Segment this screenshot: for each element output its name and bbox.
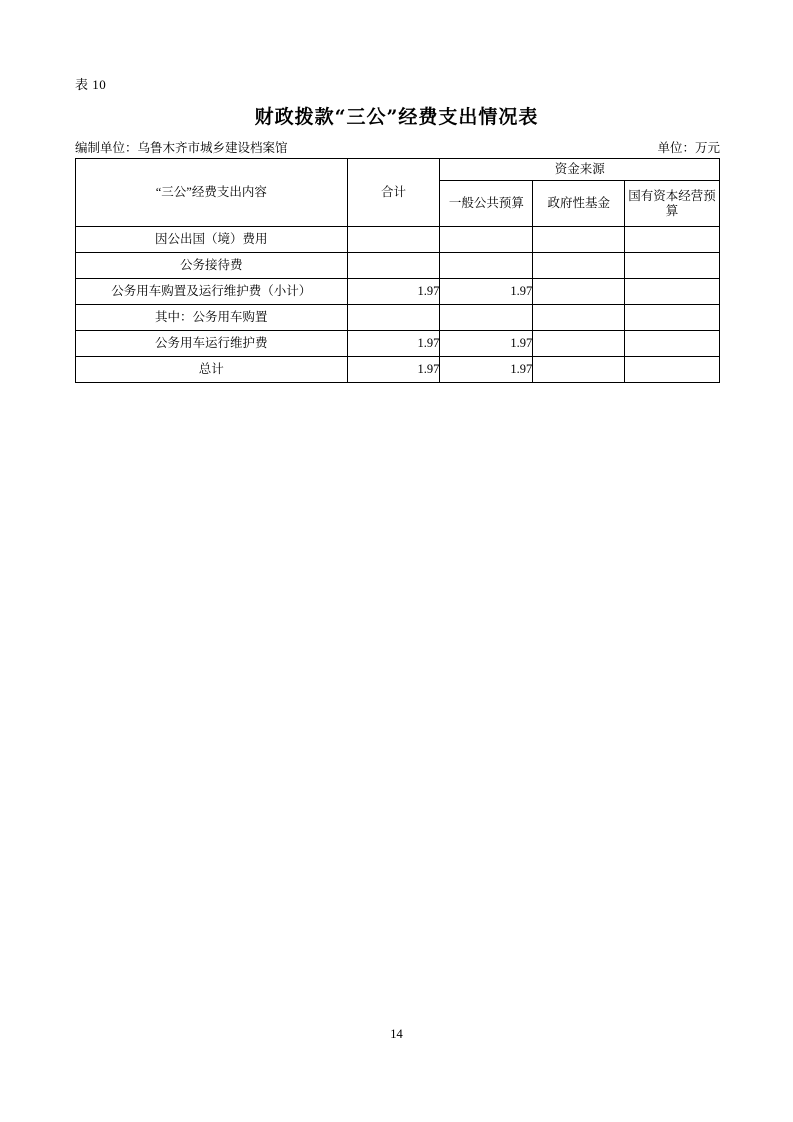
row-general-public: 1.97: [440, 331, 533, 357]
row-total: 1.97: [347, 357, 440, 383]
header-content: “三公”经费支出内容: [76, 159, 348, 227]
row-state-owned: [625, 227, 720, 253]
row-label: 总计: [76, 357, 348, 383]
header-state-owned-capital-budget: 国有资本经营预算: [625, 181, 720, 227]
row-general-public: [440, 305, 533, 331]
row-label: 公务接待费: [76, 253, 348, 279]
row-total: 1.97: [347, 279, 440, 305]
row-general-public: [440, 253, 533, 279]
meta-row: [75, 138, 720, 156]
table-row: [76, 357, 720, 383]
table-row: [76, 331, 720, 357]
amount-unit-label: 单位：万元: [657, 141, 720, 155]
table-row: [76, 227, 720, 253]
row-government-fund: [533, 253, 625, 279]
row-state-owned: [625, 331, 720, 357]
row-general-public: 1.97: [440, 357, 533, 383]
row-label: 其中：公务用车购置: [76, 305, 348, 331]
row-government-fund: [533, 279, 625, 305]
expenditure-table: [75, 158, 720, 383]
row-government-fund: [533, 227, 625, 253]
row-state-owned: [625, 279, 720, 305]
table-row: [76, 279, 720, 305]
table-label: 表 10: [75, 77, 107, 92]
row-government-fund: [533, 331, 625, 357]
row-general-public: 1.97: [440, 279, 533, 305]
compiler-unit-label: 编制单位：乌鲁木齐市城乡建设档案馆: [75, 141, 288, 155]
row-state-owned: [625, 357, 720, 383]
table-head: [76, 159, 720, 227]
page-title: 财政拨款“三公”经费支出情况表: [254, 106, 539, 128]
page-number: 14: [390, 1027, 403, 1041]
row-total: 1.97: [347, 331, 440, 357]
table-body: [76, 227, 720, 383]
header-source-group: 资金来源: [440, 159, 720, 181]
table-row: [76, 305, 720, 331]
row-label: 公务用车购置及运行维护费（小计）: [76, 279, 348, 305]
row-state-owned: [625, 305, 720, 331]
row-total: [347, 305, 440, 331]
row-general-public: [440, 227, 533, 253]
header-government-fund: 政府性基金: [533, 181, 625, 227]
row-total: [347, 253, 440, 279]
row-label: 公务用车运行维护费: [76, 331, 348, 357]
row-label: 因公出国（境）费用: [76, 227, 348, 253]
header-general-public-budget: 一般公共预算: [440, 181, 533, 227]
header-total: 合计: [347, 159, 440, 227]
row-state-owned: [625, 253, 720, 279]
row-total: [347, 227, 440, 253]
table-header-row-1: [76, 159, 720, 181]
row-government-fund: [533, 305, 625, 331]
row-government-fund: [533, 357, 625, 383]
table-row: [76, 253, 720, 279]
